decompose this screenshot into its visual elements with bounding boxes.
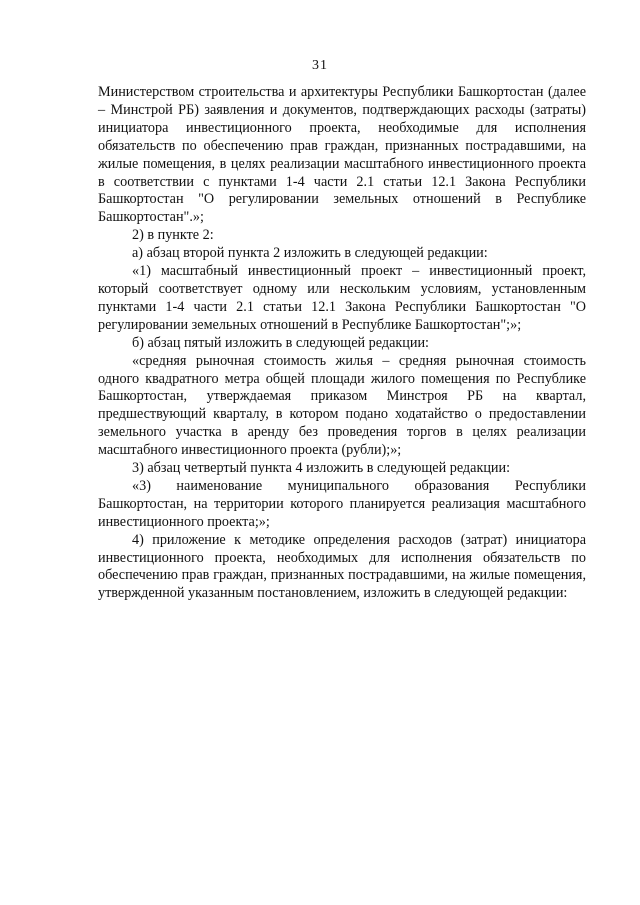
paragraph-item-4-appendix: 4) приложение к методике определения расходов (затрат) инициатора инвестиционного проекта, необходимых для исполнения обязательств по обеспечению прав граждан, признанных пострадавшими, на жилые помещения, утвержденной указанным постановлением, изложить в следующей редакции:	[98, 531, 586, 602]
page-number: 31	[312, 58, 328, 73]
paragraph-large-scale-project-definition: «1) масштабный инвестиционный проект – инвестиционный проект, который соответствует одному или нескольким условиям, установленным пунктами 1-4 части 2.1 статьи 12.1 Закона Республики Башкортостан "О регулировании земельных отношений в Республике Башкортостан";»;	[98, 263, 586, 333]
document-body	[98, 84, 586, 603]
paragraph-item-2b: б) абзац пятый изложить в следующей редакции:	[132, 334, 430, 351]
paragraph-item-2: 2) в пункте 2:	[132, 227, 214, 244]
paragraph-municipality-name: «3) наименование муниципального образования Республики Башкортостан, на территории которого планируется реализация масштабного инвестиционного проекта;»;	[98, 477, 586, 530]
paragraph-item-3: 3) абзац четвертый пункта 4 изложить в следующей редакции:	[132, 460, 511, 477]
paragraph-item-2a: а) абзац второй пункта 2 изложить в следующей редакции:	[132, 245, 488, 262]
paragraph-ministry-application: Министерством строительства и архитектуры Республики Башкортостан (далее – Минстрой РБ) заявления и документов, подтверждающих расходы (затраты) инициатора инвестиционного проекта, необходимые для исполнения обязательств по обеспечению прав граждан, признанных пострадавшими, на жилые помещения, в целях реализации масштабного инвестиционного проекта в соответствии с пунктами 1-4 части 2.1 статьи 12.1 Закона Республики Башкортостан "О регулировании земельных отношений в Республике Башкортостан".»;	[98, 84, 586, 226]
paragraph-average-market-price-definition: «средняя рыночная стоимость жилья – средняя рыночная стоимость одного квадратного метра общей площади жилого помещения по Республике Башкортостан, утверждаемая приказом Минстроя РБ на квартал, предшествующий кварталу, в котором подано ходатайство о предоставлении земельного участка в аренду без проведения торгов в целях реализации масштабного инвестиционного проекта (рубли);»;	[98, 352, 586, 459]
